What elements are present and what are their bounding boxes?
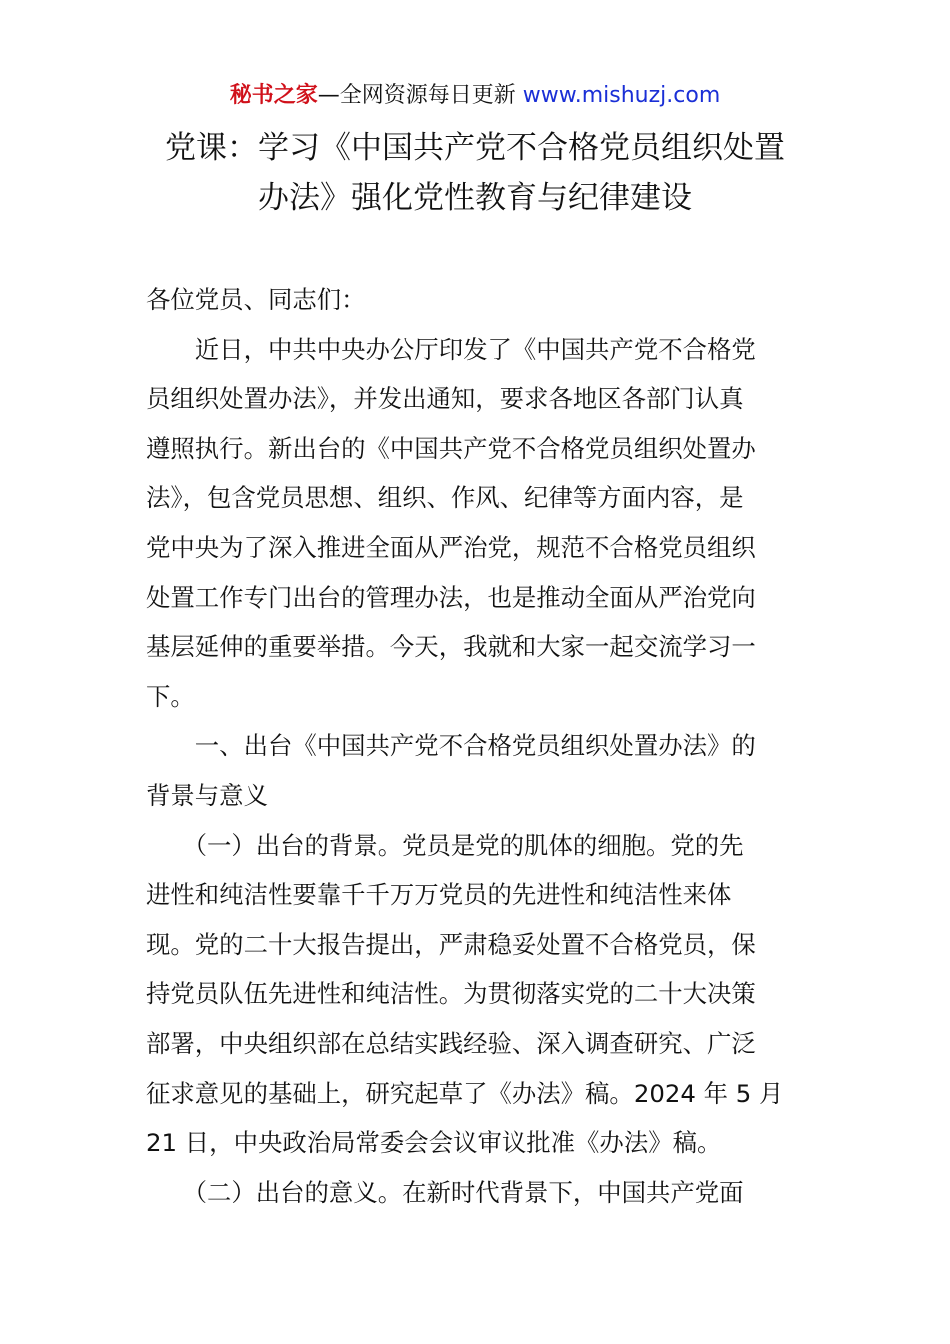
body-line: 基层延伸的重要举措。今天，我就和大家一起交流学习一	[146, 632, 756, 662]
site-url-link[interactable]: www.mishuzj.com	[522, 83, 721, 108]
document-body	[146, 275, 816, 1217]
site-header	[0, 82, 950, 110]
document-title-line-1: 党课：学习《中国共产党不合格党员组织处置	[165, 130, 785, 166]
section-heading-line: 背景与意义	[146, 780, 268, 810]
section-heading-line: 一、出台《中国共产党不合格党员组织处置办法》的	[146, 731, 756, 761]
body-line: 现。党的二十大报告提出，严肃稳妥处置不合格党员，保	[146, 929, 756, 959]
body-line: 各位党员、同志们：	[146, 285, 366, 314]
body-line: 21 日，中央政治局常委会会议审议批准《办法》稿。	[146, 1128, 722, 1158]
body-line: 处置工作专门出台的管理办法，也是推动全面从严治党向	[146, 582, 756, 612]
document-title-line-2: 办法》强化党性教育与纪律建设	[258, 180, 692, 216]
body-line: 近日，中共中央办公厅印发了《中国共产党不合格党	[146, 334, 756, 364]
site-tagline: —全网资源每日更新	[317, 83, 523, 108]
body-line: 法》，包含党员思想、组织、作风、纪律等方面内容，是	[146, 483, 744, 513]
body-line: 部署，中央组织部在总结实践经验、深入调查研究、广泛	[146, 1028, 756, 1058]
body-line: 党中央为了深入推进全面从严治党，规范不合格党员组织	[146, 532, 756, 562]
site-brand: 秘书之家	[229, 83, 318, 108]
body-line: 遵照执行。新出台的《中国共产党不合格党员组织处置办	[146, 433, 756, 463]
body-line: 征求意见的基础上，研究起草了《办法》稿。2024 年 5 月	[146, 1078, 784, 1108]
body-line: （一）出台的背景。党员是党的肌体的细胞。党的先	[146, 830, 744, 860]
body-line: 进性和纯洁性要靠千千万万党员的先进性和纯洁性来体	[146, 880, 732, 910]
body-line: 下。	[146, 681, 195, 711]
body-line: 员组织处置办法》，并发出通知，要求各地区各部门认真	[146, 384, 744, 414]
body-line: （二）出台的意义。在新时代背景下，中国共产党面	[146, 1177, 744, 1207]
body-line: 持党员队伍先进性和纯洁性。为贯彻落实党的二十大决策	[146, 979, 756, 1009]
